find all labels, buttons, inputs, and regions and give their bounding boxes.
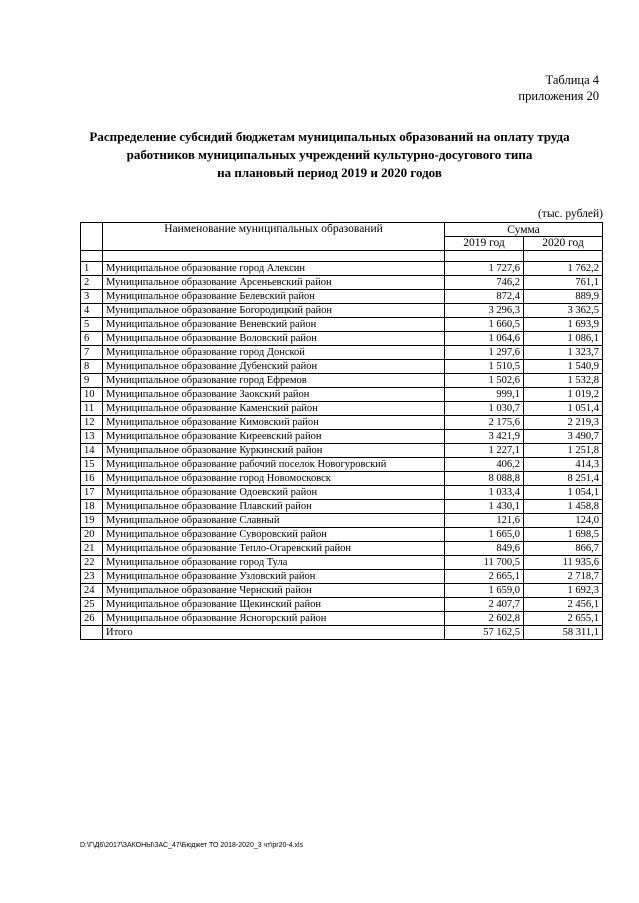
municipality-name: Муниципальное образование город Новомосковск (103, 472, 445, 486)
total-label: Итого (103, 626, 445, 640)
municipality-name: Муниципальное образование Суворовский район (103, 528, 445, 542)
value-2020: 1 692,3 (524, 584, 603, 598)
municipality-name: Муниципальное образование Плавский район (103, 500, 445, 514)
value-2019: 1 033,4 (445, 486, 524, 500)
row-number: 3 (81, 290, 103, 304)
value-2020: 761,1 (524, 276, 603, 290)
municipality-name: Муниципальное образование Щекинский район (103, 598, 445, 612)
municipality-name: Муниципальное образование Богородицкий район (103, 304, 445, 318)
municipality-name: Муниципальное образование Дубенский район (103, 360, 445, 374)
table-row (81, 318, 603, 332)
row-number: 2 (81, 276, 103, 290)
row-number: 5 (81, 318, 103, 332)
value-2020: 2 456,1 (524, 598, 603, 612)
municipality-name: Муниципальное образование Кимовский район (103, 416, 445, 430)
row-number: 7 (81, 346, 103, 360)
table-row (81, 528, 603, 542)
value-2020: 2 655,1 (524, 612, 603, 626)
appendix-label: приложения 20 (518, 89, 599, 103)
row-number: 26 (81, 612, 103, 626)
municipality-name: Муниципальное образование город Донской (103, 346, 445, 360)
value-2019: 406,2 (445, 458, 524, 472)
row-number: 15 (81, 458, 103, 472)
value-2020: 1 698,5 (524, 528, 603, 542)
value-2020: 1 086,1 (524, 332, 603, 346)
units-label: (тыс. рублей) (537, 208, 603, 220)
subsidies-table (80, 222, 603, 640)
value-2020: 1 251,8 (524, 444, 603, 458)
row-number: 21 (81, 542, 103, 556)
row-number: 23 (81, 570, 103, 584)
table-row (81, 500, 603, 514)
value-2019: 746,2 (445, 276, 524, 290)
row-number: 19 (81, 514, 103, 528)
value-2019: 1 659,0 (445, 584, 524, 598)
municipality-name: Муниципальное образование Киреевский район (103, 430, 445, 444)
value-2019: 1 727,6 (445, 262, 524, 276)
value-2019: 121,6 (445, 514, 524, 528)
header-name: Наименование муниципальных образований (103, 223, 445, 251)
title-line-2: работников муниципальных учреждений культурно-досугового типа (126, 147, 533, 162)
row-number: 14 (81, 444, 103, 458)
title-line-3: на плановый период 2019 и 2020 годов (217, 165, 442, 180)
value-2020: 1 323,7 (524, 346, 603, 360)
municipality-name: Муниципальное образование Тепло-Огаревский район (103, 542, 445, 556)
municipality-name: Муниципальное образование Веневский район (103, 318, 445, 332)
municipality-name: Муниципальное образование Узловский район (103, 570, 445, 584)
table-row (81, 584, 603, 598)
table-row (81, 304, 603, 318)
value-2020: 11 935,6 (524, 556, 603, 570)
table-row (81, 346, 603, 360)
table-row (81, 458, 603, 472)
value-2019: 1 030,7 (445, 402, 524, 416)
value-2020: 2 718,7 (524, 570, 603, 584)
row-number: 8 (81, 360, 103, 374)
table-row (81, 486, 603, 500)
row-number: 17 (81, 486, 103, 500)
table-row (81, 430, 603, 444)
table-row (81, 444, 603, 458)
file-path: D:\Г\Д6\2017\ЗАКОНЫ\ЗАС_47\Бюджет ТО 2018-2020_3 чт\pr20-4.xls (80, 842, 304, 849)
value-2019: 2 175,6 (445, 416, 524, 430)
value-2020: 124,0 (524, 514, 603, 528)
row-number: 22 (81, 556, 103, 570)
row-number: 16 (81, 472, 103, 486)
municipality-name: Муниципальное образование Каменский район (103, 402, 445, 416)
table-row (81, 416, 603, 430)
total-2020: 58 311,1 (524, 626, 603, 640)
table-row (81, 276, 603, 290)
row-number: 25 (81, 598, 103, 612)
row-number: 11 (81, 402, 103, 416)
value-2019: 849,6 (445, 542, 524, 556)
table-row (81, 388, 603, 402)
municipality-name: Муниципальное образование Арсеньевский район (103, 276, 445, 290)
value-2019: 1 510,5 (445, 360, 524, 374)
table-row (81, 290, 603, 304)
row-number: 12 (81, 416, 103, 430)
value-2019: 11 700,5 (445, 556, 524, 570)
value-2020: 414,3 (524, 458, 603, 472)
municipality-name: Муниципальное образование Одоевский район (103, 486, 445, 500)
municipality-name: Муниципальное образование Заокский район (103, 388, 445, 402)
table-row (81, 570, 603, 584)
value-2019: 1 064,6 (445, 332, 524, 346)
value-2020: 3 362,5 (524, 304, 603, 318)
value-2020: 889,9 (524, 290, 603, 304)
value-2020: 3 490,7 (524, 430, 603, 444)
value-2019: 8 088,8 (445, 472, 524, 486)
value-2019: 1 660,5 (445, 318, 524, 332)
municipality-name: Муниципальное образование Славный (103, 514, 445, 528)
table-row (81, 514, 603, 528)
value-2019: 3 421,9 (445, 430, 524, 444)
municipality-name: Муниципальное образование город Тула (103, 556, 445, 570)
table-row (81, 542, 603, 556)
total-number (81, 626, 103, 640)
row-number: 6 (81, 332, 103, 346)
value-2019: 2 665,1 (445, 570, 524, 584)
value-2019: 872,4 (445, 290, 524, 304)
value-2020: 2 219,3 (524, 416, 603, 430)
municipality-name: Муниципальное образование Воловский район (103, 332, 445, 346)
document-title (60, 128, 599, 182)
value-2020: 1 019,2 (524, 388, 603, 402)
municipality-name: Муниципальное образование рабочий поселок Новогуровский (103, 458, 445, 472)
header-2020: 2020 год (524, 237, 603, 251)
row-number: 10 (81, 388, 103, 402)
table-row (81, 472, 603, 486)
value-2020: 1 458,8 (524, 500, 603, 514)
value-2019: 999,1 (445, 388, 524, 402)
table-row (81, 262, 603, 276)
value-2020: 1 051,4 (524, 402, 603, 416)
value-2019: 2 407,7 (445, 598, 524, 612)
total-2019: 57 162,5 (445, 626, 524, 640)
value-2020: 1 532,8 (524, 374, 603, 388)
document-reference (518, 72, 599, 104)
total-row (81, 626, 603, 640)
row-number: 24 (81, 584, 103, 598)
value-2020: 1 693,9 (524, 318, 603, 332)
value-2019: 1 430,1 (445, 500, 524, 514)
municipality-name: Муниципальное образование город Алексин (103, 262, 445, 276)
municipality-name: Муниципальное образование Чернский район (103, 584, 445, 598)
value-2020: 866,7 (524, 542, 603, 556)
value-2020: 1 540,9 (524, 360, 603, 374)
value-2019: 1 502,6 (445, 374, 524, 388)
table-row (81, 402, 603, 416)
header-number (81, 223, 103, 251)
value-2019: 2 602,8 (445, 612, 524, 626)
value-2019: 1 227,1 (445, 444, 524, 458)
title-line-1: Распределение субсидий бюджетам муниципальных образований на оплату труда (89, 129, 570, 144)
table-row (81, 556, 603, 570)
municipality-name: Муниципальное образование Белевский район (103, 290, 445, 304)
value-2020: 1 762,2 (524, 262, 603, 276)
row-number: 18 (81, 500, 103, 514)
spacer-row (81, 251, 603, 262)
municipality-name: Муниципальное образование Ясногорский район (103, 612, 445, 626)
table-row (81, 360, 603, 374)
header-sum: Сумма (445, 223, 603, 237)
value-2019: 3 296,3 (445, 304, 524, 318)
value-2020: 8 251,4 (524, 472, 603, 486)
row-number: 20 (81, 528, 103, 542)
row-number: 4 (81, 304, 103, 318)
row-number: 1 (81, 262, 103, 276)
table-row (81, 612, 603, 626)
table-row (81, 374, 603, 388)
row-number: 9 (81, 374, 103, 388)
value-2019: 1 665,0 (445, 528, 524, 542)
table-row (81, 332, 603, 346)
header-2019: 2019 год (445, 237, 524, 251)
municipality-name: Муниципальное образование Куркинский район (103, 444, 445, 458)
row-number: 13 (81, 430, 103, 444)
value-2019: 1 297,6 (445, 346, 524, 360)
table-number-label: Таблица 4 (545, 73, 599, 87)
value-2020: 1 054,1 (524, 486, 603, 500)
table-row (81, 598, 603, 612)
table-body (81, 251, 603, 640)
municipality-name: Муниципальное образование город Ефремов (103, 374, 445, 388)
